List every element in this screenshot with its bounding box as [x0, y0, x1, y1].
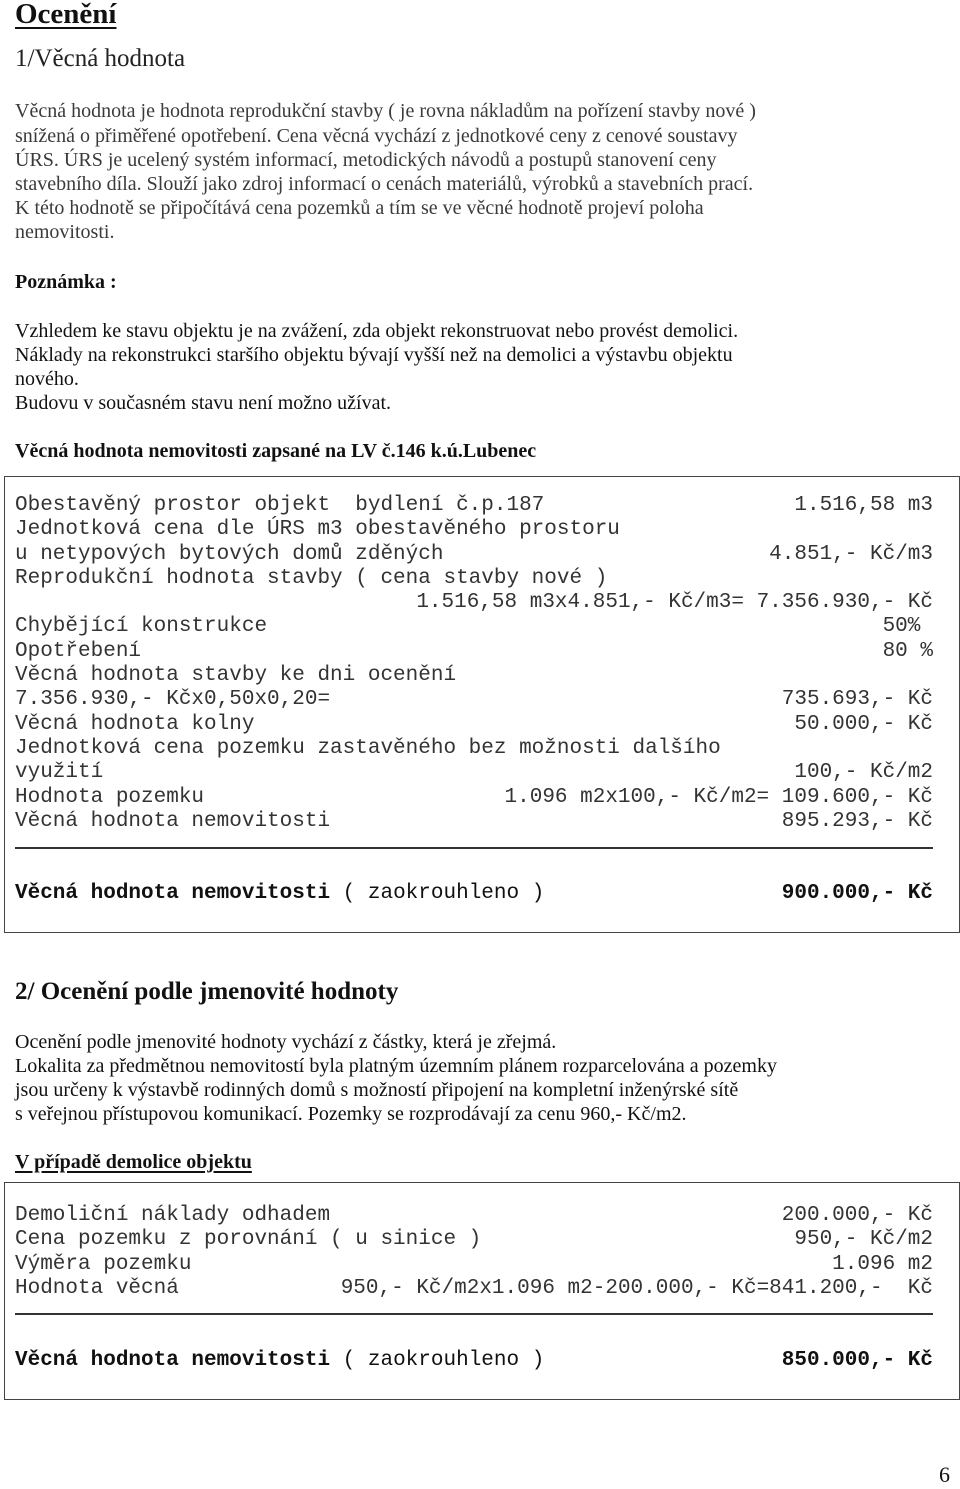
- row-label: Věcná hodnota nemovitosti: [15, 809, 331, 833]
- valuation-row: [15, 761, 933, 785]
- valuation-row: [15, 518, 933, 542]
- valuation-row: [15, 737, 933, 761]
- total-value: 900.000,- Kč: [781, 882, 933, 905]
- section2-title: 2/ Ocenění podle jmenovité hodnoty: [15, 978, 399, 1005]
- row-label: Demoliční náklady odhadem: [15, 1204, 331, 1227]
- valuation-row: [15, 664, 933, 688]
- paragraph-line: nemovitosti.: [15, 221, 115, 243]
- note-label: Poznámka :: [15, 271, 117, 293]
- valuation-row: [15, 810, 933, 834]
- total-label-paren: ( zaokrouhleno ): [342, 882, 545, 905]
- row-label: 7.356.930,- Kčx0,50x0,20=: [15, 688, 331, 712]
- total-label-bold: Věcná hodnota nemovitosti: [15, 1349, 331, 1372]
- demolition-box: [4, 1182, 960, 1400]
- section2-paragraph: [15, 1029, 777, 1127]
- row-value: 200.000,- Kč: [781, 1204, 933, 1227]
- demolition-row: [15, 1204, 933, 1228]
- valuation-row: [15, 591, 933, 615]
- row-label: Cena pozemku z porovnání ( u sinice ): [15, 1228, 482, 1252]
- valuation-row: [15, 494, 933, 518]
- section1-paragraph: [15, 98, 756, 245]
- note-line: Vzhledem ke stavu objektu je na zvážení, zda objekt rekonstruovat nebo provést demolici.: [15, 320, 739, 342]
- row-value: 950,- Kč/m2: [794, 1228, 933, 1252]
- paragraph-line: K této hodnotě se připočítává cena pozemků a tím se ve věcné hodnotě projeví poloha: [15, 197, 704, 219]
- demolition-rows: [15, 1204, 933, 1301]
- total-row: [15, 882, 933, 908]
- row-label: Reprodukční hodnota stavby ( cena stavby nové ): [15, 566, 608, 590]
- row-value: 1.516,58 m3: [794, 494, 933, 517]
- valuation-row: [15, 543, 933, 567]
- calculation-title: Věcná hodnota nemovitosti zapsané na LV č.146 k.ú.Lubenec: [15, 440, 537, 462]
- valuation-row: [15, 786, 933, 810]
- page-number: 6: [939, 1462, 950, 1487]
- row-label: Výměra pozemku: [15, 1252, 192, 1276]
- row-value: 50.000,- Kč: [794, 712, 933, 736]
- row-value: 950,- Kč/m2x1.096 m2-200.000,- Kč=841.200,- Kč: [340, 1276, 933, 1300]
- page-heading: Ocenění: [15, 0, 117, 30]
- divider-line: [15, 847, 933, 849]
- row-value: 80 %: [882, 639, 933, 663]
- valuation-rows: [15, 494, 933, 834]
- row-label: Obestavěný prostor objekt bydlení č.p.187: [15, 494, 545, 517]
- row-value: 1.516,58 m3x4.851,- Kč/m3= 7.356.930,- Kč: [416, 591, 933, 615]
- total-value: 850.000,- Kč: [781, 1349, 933, 1372]
- row-value: 895.293,- Kč: [781, 809, 933, 833]
- row-label: Hodnota pozemku: [15, 785, 205, 809]
- paragraph-line: Lokalita za předmětnou nemovitostí byla platným územním plánem rozparcelována a pozemky: [15, 1055, 777, 1077]
- row-value: 4.851,- Kč/m3: [769, 542, 933, 566]
- valuation-row: [15, 713, 933, 737]
- row-label: Chybějící konstrukce: [15, 615, 268, 639]
- demolition-row: [15, 1253, 933, 1277]
- demolition-row: [15, 1228, 933, 1252]
- valuation-row: [15, 688, 933, 712]
- valuation-row: [15, 615, 933, 639]
- note-line: nového.: [15, 368, 79, 390]
- valuation-row: [15, 640, 933, 664]
- section1-title: 1/Věcná hodnota: [15, 45, 186, 72]
- demolition-title: V případě demolice objektu: [15, 1151, 252, 1173]
- valuation-box: [4, 476, 960, 933]
- paragraph-line: ÚRS. ÚRS je ucelený systém informací, metodických návodů a postupů stanovení ceny: [15, 149, 717, 171]
- paragraph-line: snížená o přiměřené opotřebení. Cena věcná vychází z jednotkové ceny z cenové soustavy: [15, 125, 738, 147]
- row-label: Věcná hodnota stavby ke dni ocenění: [15, 664, 457, 688]
- row-value: 100,- Kč/m2: [794, 761, 933, 785]
- row-label: Jednotková cena dle ÚRS m3 obestavěného prostoru: [15, 518, 620, 542]
- total-label-paren: ( zaokrouhleno ): [342, 1349, 545, 1372]
- demolition-row: [15, 1277, 933, 1301]
- note-line: Budovu v současném stavu není možno užívat.: [15, 392, 392, 414]
- row-label: Jednotková cena pozemku zastavěného bez možnosti dalšího: [15, 736, 721, 760]
- note-line: Náklady na rekonstrukci staršího objektu bývají vyšší než na demolici a výstavbu objektu: [15, 344, 733, 366]
- row-label: využití: [15, 761, 104, 785]
- divider-line: [15, 1313, 933, 1315]
- total-row: [15, 1349, 933, 1375]
- total-label: [15, 882, 544, 905]
- paragraph-line: jsou určeny k výstavbě rodinných domů s možností připojení na kompletní inženýrské sítě: [15, 1079, 739, 1101]
- paragraph-line: Věcná hodnota je hodnota reprodukční stavby ( je rovna nákladům na pořízení stavby nové ): [15, 100, 756, 122]
- row-value: 735.693,- Kč: [781, 688, 933, 712]
- total-label-bold: Věcná hodnota nemovitosti: [15, 882, 331, 905]
- valuation-row: [15, 567, 933, 591]
- row-value: 50%: [882, 615, 933, 639]
- total-label: [15, 1349, 544, 1372]
- row-value: 1.096 m2: [832, 1252, 933, 1276]
- row-label: Věcná hodnota kolny: [15, 712, 255, 736]
- note-paragraph: [15, 318, 738, 416]
- paragraph-line: Ocenění podle jmenovité hodnoty vychází z částky, která je zřejmá.: [15, 1031, 557, 1053]
- row-label: Hodnota věcná: [15, 1276, 179, 1300]
- paragraph-line: stavebního díla. Slouží jako zdroj informací o cenách materiálů, výrobků a stavebních prací.: [15, 173, 754, 195]
- row-label: Opotřebení: [15, 639, 142, 663]
- row-value: 1.096 m2x100,- Kč/m2= 109.600,- Kč: [504, 785, 933, 809]
- row-label: u netypových bytových domů zděných: [15, 542, 444, 566]
- paragraph-line: s veřejnou přístupovou komunikací. Pozemky se rozprodávají za cenu 960,- Kč/m2.: [15, 1103, 687, 1125]
